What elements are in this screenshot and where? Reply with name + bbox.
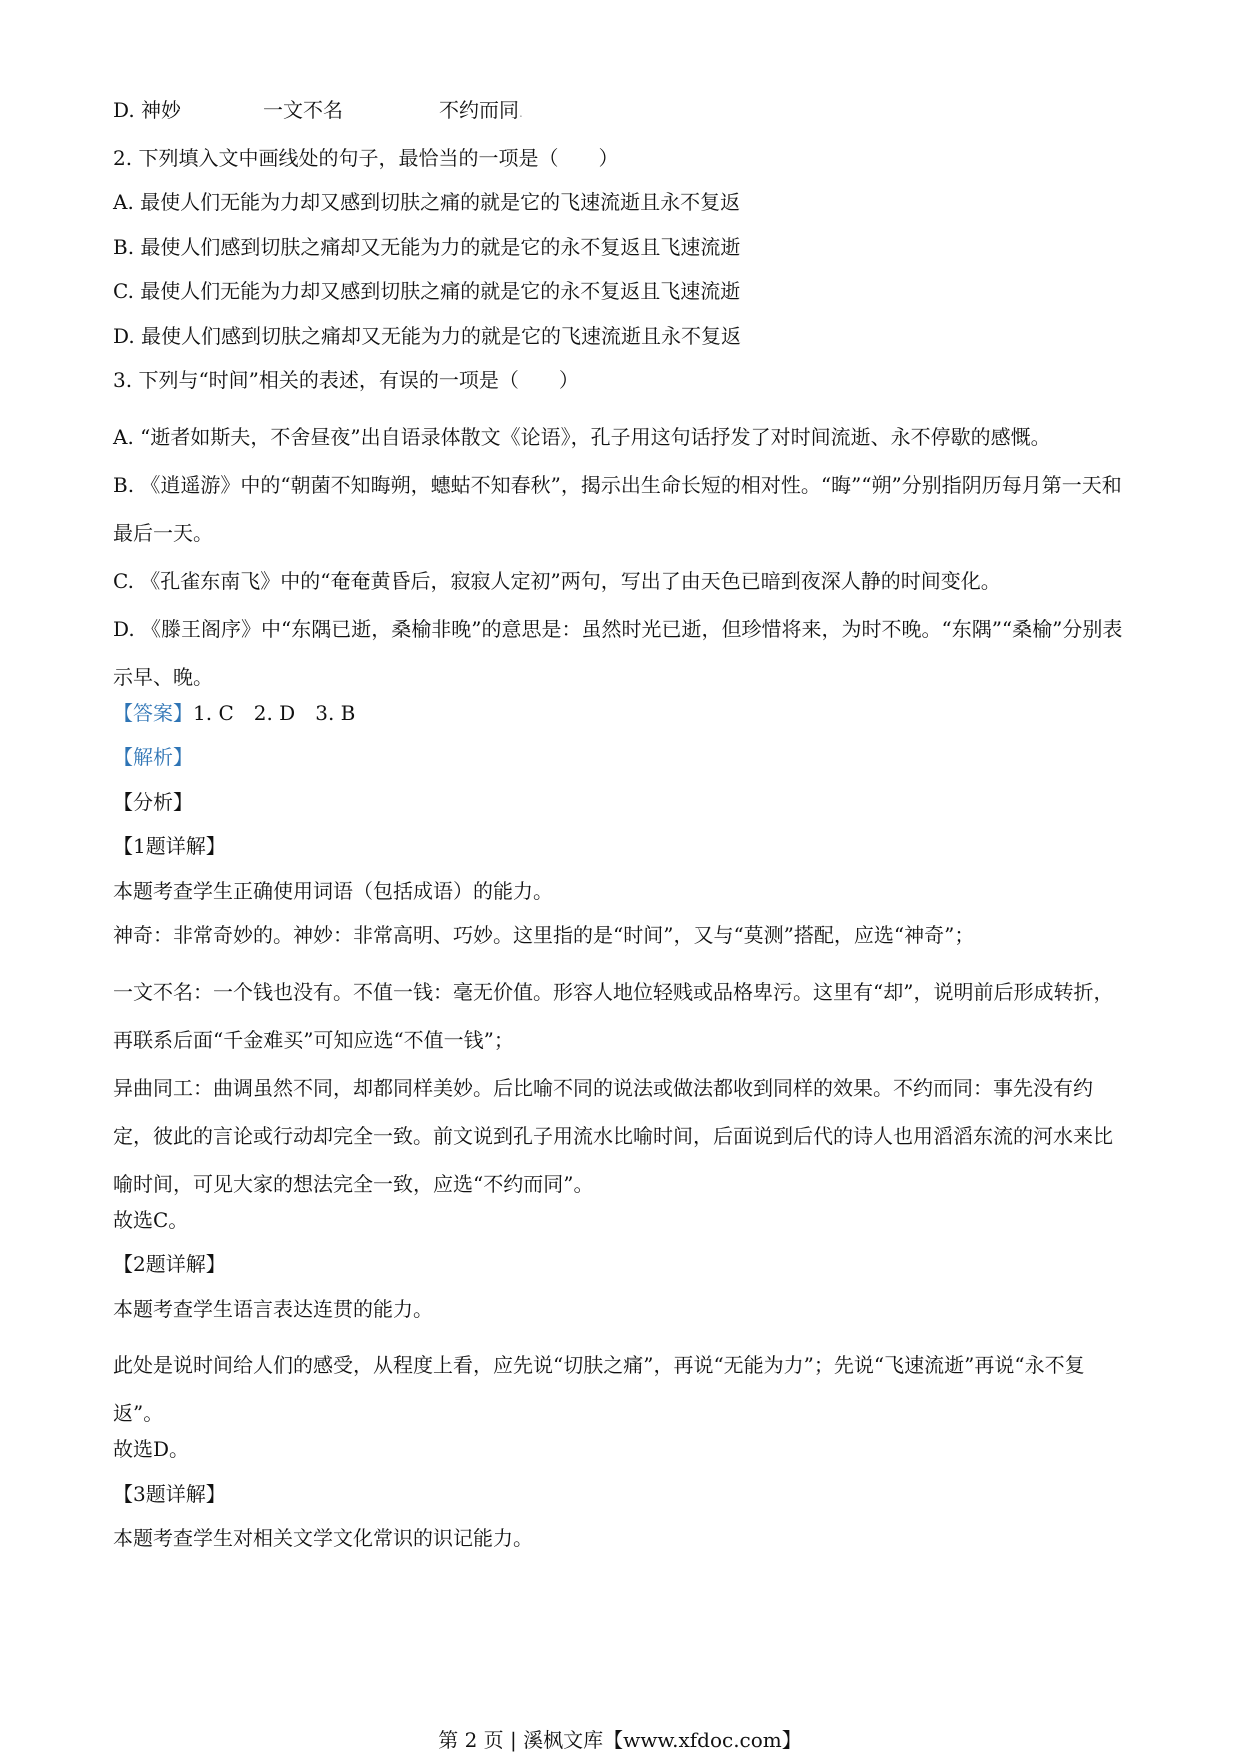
q2-option-a: A. 最使人们无能为力却又感到切肤之痛的就是它的飞速流逝且永不复返 <box>113 190 741 214</box>
page-content <box>113 98 1128 1571</box>
q1-option-d: D. 神妙 一文不名 不约而同. <box>113 98 523 122</box>
answer-line <box>113 701 1128 725</box>
detail-2-title: 【2题详解】 <box>113 1252 226 1276</box>
detail-1-title: 【1题详解】 <box>113 834 226 858</box>
q3-stem: 3. 下列与“时间”相关的表述，有误的一项是（ ） <box>113 368 579 392</box>
q2-stem: 2. 下列填入文中画线处的句子，最恰当的一项是（ ） <box>113 145 619 170</box>
q3-option-a: A. “逝者如斯夫，不舍昼夜”出自语录体散文《论语》，孔子用这句话抒发了对时间流逝、永不停歇的感慨。 <box>113 424 1051 449</box>
detail-3-p1: 本题考查学生对相关文学文化常识的识记能力。 <box>113 1526 533 1550</box>
detail-2-p2: 此处是说时间给人们的感受，从程度上看，应先说“切肤之痛”，再说“无能为力”；先说“飞速流逝”再说“永不复返”。 <box>113 1353 1085 1425</box>
q1-option-d-word2: 一文不名 <box>263 98 343 122</box>
detail-1-p2: 神奇：非常奇妙的。神妙：非常高明、巧妙。这里指的是“时间”，又与“莫测”搭配，应选“神奇”； <box>113 923 975 947</box>
detail-1-p4: 异曲同工：曲调虽然不同，却都同样美妙。后比喻不同的说法或做法都收到同样的效果。不约而同：事先没有约定，彼此的言论或行动却完全一致。前文说到孔子用流水比喻时间，后面说到后代的诗人也用滔滔东流的河水来比喻时间，可见大家的想法完全一致，应选“不约而同”。 <box>113 1075 1113 1196</box>
answer-text: 1. C 2. D 3. B <box>193 700 356 725</box>
detail-2-p3: 故选D。 <box>113 1437 190 1461</box>
q2-option-d: D. 最使人们感到切肤之痛却又无能为力的就是它的飞速流逝且永不复返 <box>113 323 742 348</box>
detail-3-title: 【3题详解】 <box>113 1481 226 1506</box>
detail-2-p1: 本题考查学生语言表达连贯的能力。 <box>113 1296 433 1321</box>
q3-option-c: C. 《孔雀东南飞》中的“奄奄黄昏后，寂寂人定初”两句，写出了由天色已暗到夜深人静的时间变化。 <box>113 568 1001 593</box>
q2-option-c: C. 最使人们无能为力却又感到切肤之痛的就是它的永不复返且飞速流逝 <box>113 279 741 303</box>
q1-option-d-word3: 不约而同 <box>439 98 519 122</box>
q1-option-d-label: D. 神妙 <box>113 98 182 122</box>
page-footer: 第 2 页 | 溪枫文库【www.xfdoc.com】 <box>438 1728 802 1752</box>
q3-option-d: D. 《滕王阁序》中“东隅已逝，桑榆非晚”的意思是：虽然时光已逝，但珍惜将来，为时不晚。“东隅”“桑榆”分别表示早、晚。 <box>113 616 1123 689</box>
fenxi-tag: 【分析】 <box>113 789 193 814</box>
answer-tag: 【答案】 <box>113 700 193 725</box>
analysis-tag: 【解析】 <box>113 745 193 769</box>
detail-1-p1: 本题考查学生正确使用词语（包括成语）的能力。 <box>113 878 553 903</box>
detail-1-p3: 一文不名：一个钱也没有。不值一钱：毫无价值。形容人地位轻贱或品格卑污。这里有“却”，说明前后形成转折，再联系后面“千金难买”可知应选“不值一钱”； <box>113 979 1114 1052</box>
q3-option-b: B. 《逍遥游》中的“朝菌不知晦朔，蟪蛄不知春秋”，揭示出生命长短的相对性。“晦”“朔”分别指阴历每月第一天和最后一天。 <box>113 472 1122 545</box>
q2-option-b: B. 最使人们感到切肤之痛却又无能为力的就是它的永不复返且飞速流逝 <box>113 234 741 259</box>
detail-1-p5: 故选C。 <box>113 1207 189 1232</box>
